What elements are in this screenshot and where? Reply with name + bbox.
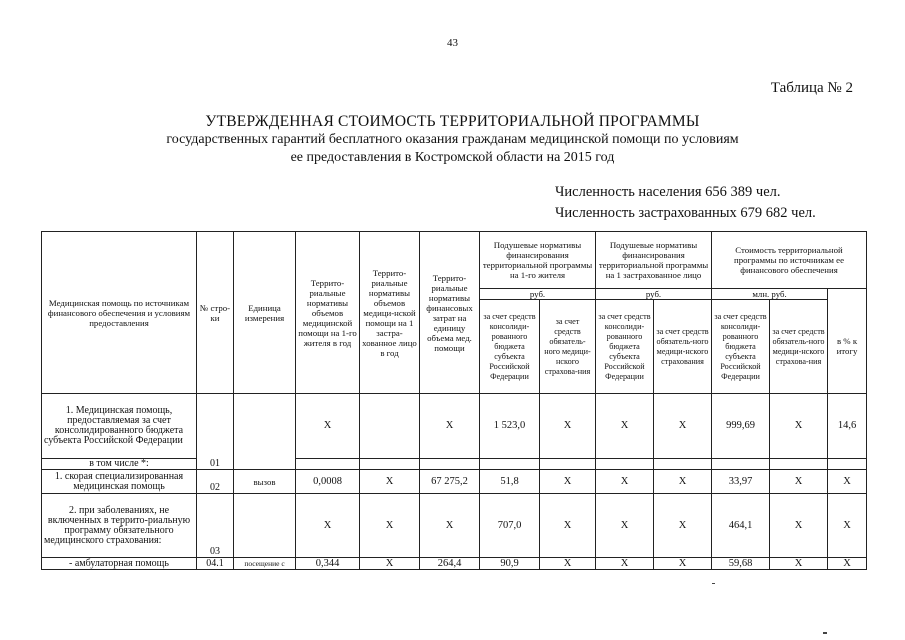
row-1-1-no: 02 (197, 470, 234, 494)
header-care: Медицинская помощь по источникам финансового обеспечения и условиям предоставления (42, 232, 197, 394)
page-number: 43 (447, 37, 458, 49)
header-vol-insured: Террито-риальные нормативы объемов медици-нской помощи на 1 застра-хованное лицо в год (360, 232, 420, 394)
row-1-vol-resident: X (296, 394, 360, 459)
row-2-insured-budget: X (596, 494, 654, 558)
row-2-1-program-budget: 59,68 (712, 558, 770, 570)
title-line-2: государственных гарантий бесплатного оказания гражданам медицинской помощи по условиям (166, 132, 739, 147)
row-1-1-percent: X (828, 470, 867, 494)
title-line-3: ее предоставления в Костромской области на 2015 год (290, 150, 615, 165)
row-1-program-oms: X (770, 394, 828, 459)
cost-table (41, 231, 867, 570)
row-1-insured-budget: X (596, 394, 654, 459)
population-info (555, 182, 816, 224)
scan-speck (712, 583, 715, 584)
row-1-resident-budget: 1 523,0 (480, 394, 540, 459)
row-2-1-insured-oms: X (654, 558, 712, 570)
row-2-program-oms: X (770, 494, 828, 558)
table-row (42, 558, 867, 570)
insured-count: Численность застрахованных 679 682 чел. (555, 205, 816, 221)
row-1-1-resident-budget: 51,8 (480, 470, 540, 494)
row-2-1-unit: посещение с (234, 558, 296, 570)
row-1-1-program-budget: 33,97 (712, 470, 770, 494)
header-percent: в % к итогу (828, 300, 867, 394)
row-1-program-budget: 999,69 (712, 394, 770, 459)
row-2-unit (234, 494, 296, 558)
row-1-percent: 14,6 (828, 394, 867, 459)
row-1-desc: 1. Медицинская помощь, предоставляемая за счет консолидированного бюджета субъекта Российской Федерации (42, 394, 197, 459)
row-1-1-program-oms: X (770, 470, 828, 494)
row-1-1-insured-budget: X (596, 470, 654, 494)
header-oms-1: за счет средств обязатель-ного медици-нского страхова-ния (540, 300, 596, 394)
row-2-1-desc: - амбулаторная помощь (42, 558, 197, 570)
row-1-resident-oms: X (540, 394, 596, 459)
population-count: Численность населения 656 389 чел. (555, 184, 781, 200)
header-row-no: № стро-ки (197, 232, 234, 394)
row-incl-no: 01 (197, 459, 234, 470)
document-title (0, 113, 905, 167)
table-row (42, 470, 867, 494)
table-row (42, 494, 867, 558)
scan-speck (823, 632, 827, 634)
header-mln-rub: млн. руб. (712, 289, 828, 300)
header-unit: Единица измерения (234, 232, 296, 394)
row-2-desc: 2. при заболеваниях, не включенных в террито-риальную программу обязательного медицинского страхования: (42, 494, 197, 558)
row-2-insured-oms: X (654, 494, 712, 558)
row-2-1-percent: X (828, 558, 867, 570)
table-label: Таблица № 2 (770, 80, 853, 96)
row-1-insured-oms: X (654, 394, 712, 459)
header-per-capita-resident: Подушевые нормативы финансирования территориальной программы на 1-го жителя (480, 232, 596, 289)
row-2-resident-budget: 707,0 (480, 494, 540, 558)
row-2-program-budget: 464,1 (712, 494, 770, 558)
row-1-1-unit: вызов (234, 470, 296, 494)
header-rub-2: руб. (596, 289, 712, 300)
row-1-1-insured-oms: X (654, 470, 712, 494)
row-2-1-insured-budget: X (596, 558, 654, 570)
row-1-1-cost-norm: 67 275,2 (420, 470, 480, 494)
title-line-1: УТВЕРЖДЕННАЯ СТОИМОСТЬ ТЕРРИТОРИАЛЬНОЙ ПРОГРАММЫ (205, 113, 700, 130)
header-oms-3: за счет средств обязатель-ного медици-нского страхова-ния (770, 300, 828, 394)
row-1-unit (234, 394, 296, 459)
row-2-resident-oms: X (540, 494, 596, 558)
table-row (42, 394, 867, 459)
row-2-vol-resident: X (296, 494, 360, 558)
row-2-1-resident-budget: 90,9 (480, 558, 540, 570)
row-2-cost-norm: X (420, 494, 480, 558)
row-2-vol-insured: X (360, 494, 420, 558)
row-1-cost-norm: X (420, 394, 480, 459)
row-2-1-vol-insured: X (360, 558, 420, 570)
row-incl-desc: в том числе *: (42, 459, 197, 470)
row-2-1-cost-norm: 264,4 (420, 558, 480, 570)
row-2-1-no: 04.1 (197, 558, 234, 570)
header-cost-program: Стоимость территориальной программы по источникам ее финансового обеспечения (712, 232, 867, 289)
row-1-vol-insured (360, 394, 420, 459)
header-cost-norms: Террито-риальные нормативы финансовых затрат на единицу объема мед. помощи (420, 232, 480, 394)
row-2-1-program-oms: X (770, 558, 828, 570)
row-1-1-vol-insured: X (360, 470, 420, 494)
row-1-1-vol-resident: 0,0008 (296, 470, 360, 494)
header-budget-2: за счет средств консолиди-рованного бюджета субъекта Российской Федерации (596, 300, 654, 394)
row-2-percent: X (828, 494, 867, 558)
row-2-no: 03 (197, 494, 234, 558)
row-2-1-resident-oms: X (540, 558, 596, 570)
header-budget-3: за счет средств консолиди-рованного бюджета субъекта Российской Федерации (712, 300, 770, 394)
row-2-1-vol-resident: 0,344 (296, 558, 360, 570)
header-vol-resident: Террито-риальные нормативы объемов медицинской помощи на 1-го жителя в год (296, 232, 360, 394)
row-1-1-desc: 1. скорая специализированная медицинская помощь (42, 470, 197, 494)
header-percent-top (828, 289, 867, 300)
header-per-capita-insured: Подушевые нормативы финансирования территориальной программы на 1 застрахованное лицо (596, 232, 712, 289)
header-oms-2: за счет средств обязатель-ного медици-нского страхования (654, 300, 712, 394)
table-row (42, 459, 867, 470)
header-rub-1: руб. (480, 289, 596, 300)
header-budget-1: за счет средств консолиди-рованного бюджета субъекта Российской Федерации (480, 300, 540, 394)
row-1-1-resident-oms: X (540, 470, 596, 494)
row-1-no (197, 394, 234, 459)
